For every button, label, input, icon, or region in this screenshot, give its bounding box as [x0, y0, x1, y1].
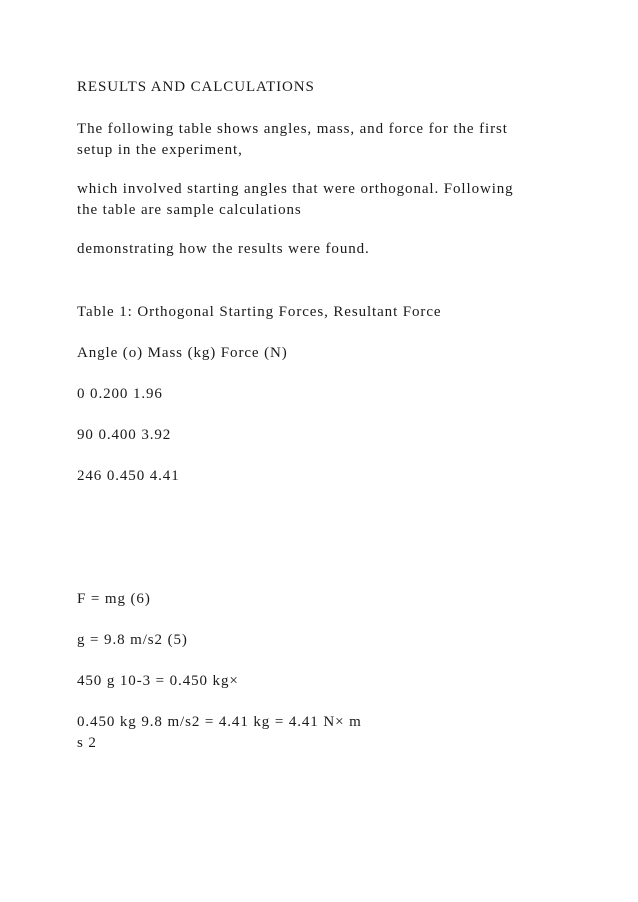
table-header-row: Angle (o) Mass (kg) Force (N)	[77, 345, 288, 361]
table-caption: Table 1: Orthogonal Starting Forces, Resultant Force	[77, 304, 442, 320]
formula-line: g = 9.8 m/s2 (5)	[77, 632, 188, 648]
section-heading: RESULTS AND CALCULATIONS	[77, 79, 315, 95]
table-row: 90 0.400 3.92	[77, 427, 172, 443]
table-row: 0 0.200 1.96	[77, 386, 163, 402]
formula-line: 450 g 10-3 = 0.450 kg×	[77, 673, 239, 689]
intro-text-line: setup in the experiment,	[77, 142, 243, 158]
formula-line: s 2	[77, 735, 97, 751]
formula-line: F = mg (6)	[77, 591, 151, 607]
intro-text-line: which involved starting angles that were orthogonal. Following	[77, 181, 514, 197]
intro-text-line: demonstrating how the results were found.	[77, 241, 370, 257]
table-row: 246 0.450 4.41	[77, 468, 180, 484]
intro-text-line: The following table shows angles, mass, and force for the first	[77, 121, 508, 137]
formula-line: 0.450 kg 9.8 m/s2 = 4.41 kg = 4.41 N× m	[77, 714, 362, 730]
intro-text-line: the table are sample calculations	[77, 202, 302, 218]
